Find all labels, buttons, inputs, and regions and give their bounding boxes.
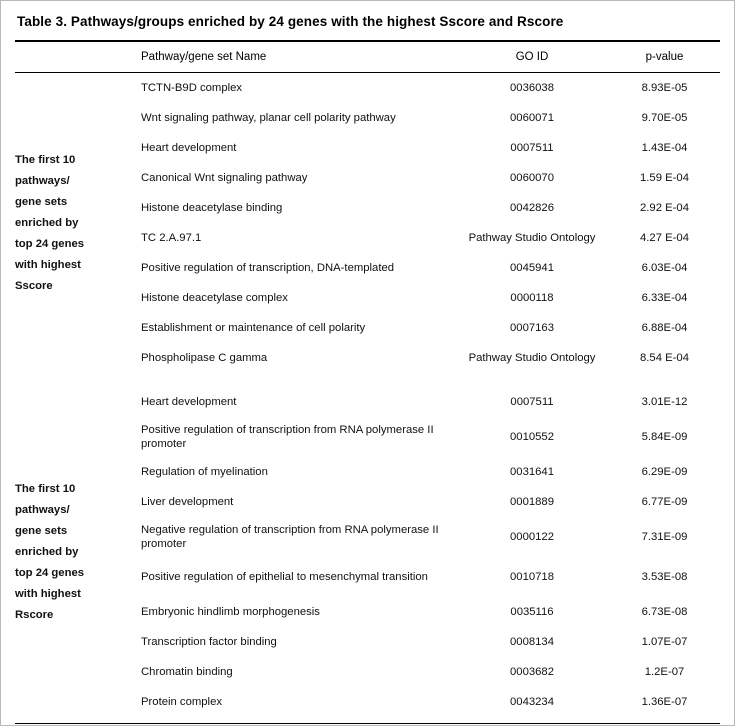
- table-row: [15, 387, 722, 417]
- cell-go-id: 0010552: [510, 431, 554, 443]
- row-group-label-line: with highest: [15, 587, 81, 600]
- table-bottom-rule: [15, 723, 720, 724]
- table-body: [15, 73, 722, 717]
- cell-p-value: 6.03E-04: [641, 262, 688, 274]
- cell-p-value: 1.59 E-04: [640, 172, 689, 184]
- cell-pathway-name: TC 2.A.97.1: [141, 232, 202, 244]
- row-group-label-line: Rscore: [15, 608, 54, 621]
- cell-p-value: 1.43E-04: [641, 142, 688, 154]
- cell-pathway-name: Phospholipase C gamma: [141, 352, 268, 364]
- cell-p-value: 1.07E-07: [641, 636, 688, 648]
- cell-p-value: 6.33E-04: [641, 292, 688, 304]
- spacer-cell: [15, 373, 722, 387]
- table-row: [15, 73, 722, 103]
- cell-go-id: 0000122: [510, 531, 554, 543]
- cell-p-value: 9.70E-05: [641, 112, 688, 124]
- cell-pathway-name: Histone deacetylase binding: [141, 202, 283, 214]
- cell-pathway-name: Embryonic hindlimb morphogenesis: [141, 606, 320, 618]
- cell-go-id: 0060070: [510, 172, 554, 184]
- cell-pathway-name: Chromatin binding: [141, 666, 233, 678]
- column-header-go-id: GO ID: [515, 51, 549, 63]
- cell-pathway-name: Heart development: [141, 142, 237, 154]
- cell-go-id: 0008134: [510, 636, 554, 648]
- cell-p-value: 3.53E-08: [641, 571, 688, 583]
- cell-pathway-name: Histone deacetylase complex: [141, 292, 288, 304]
- row-group-label-line: pathways/: [15, 503, 70, 516]
- cell-go-id: 0000118: [510, 292, 554, 304]
- cell-p-value: 7.31E-09: [641, 531, 688, 543]
- row-group-label: [15, 73, 137, 373]
- cell-pathway-name: Positive regulation of transcription, DNA-templated: [141, 262, 395, 274]
- cell-p-value: 3.01E-12: [641, 396, 688, 408]
- group-spacer-row: [15, 373, 722, 387]
- cell-p-value: 1.36E-07: [641, 696, 688, 708]
- cell-pathway-name: Canonical Wnt signaling pathway: [141, 172, 308, 184]
- cell-go-id: 0036038: [510, 82, 554, 94]
- row-group-label-line: top 24 genes: [15, 566, 85, 579]
- cell-p-value: 8.54 E-04: [640, 352, 689, 364]
- row-group-label-line: gene sets: [15, 195, 68, 208]
- cell-go-id: 0001889: [510, 496, 554, 508]
- row-group-label-line: pathways/: [15, 174, 70, 187]
- cell-p-value: 6.88E-04: [641, 322, 688, 334]
- row-group-label-line: top 24 genes: [15, 237, 85, 250]
- cell-go-id: 0007511: [510, 142, 554, 154]
- cell-p-value: 8.93E-05: [641, 82, 688, 94]
- cell-go-id: 0031641: [510, 466, 554, 478]
- cell-pathway-name: Liver development: [141, 496, 234, 508]
- cell-p-value: 5.84E-09: [641, 431, 688, 443]
- cell-pathway-name: Establishment or maintenance of cell polarity: [141, 322, 366, 334]
- table-caption: Table 3. Pathways/groups enriched by 24 genes with the highest Sscore and Rscore: [17, 14, 564, 29]
- cell-pathway-name: Positive regulation of epithelial to mesenchymal transition: [141, 571, 428, 583]
- cell-go-id: Pathway Studio Ontology: [468, 232, 596, 244]
- cell-p-value: 6.73E-08: [641, 606, 688, 618]
- cell-go-id: 0042826: [510, 202, 554, 214]
- cell-go-id: Pathway Studio Ontology: [468, 352, 596, 364]
- row-group-label-line: The first 10: [15, 482, 76, 495]
- cell-pathway-name: Regulation of myelination: [141, 466, 268, 478]
- cell-pathway-name: Protein complex: [141, 696, 222, 708]
- cell-go-id: 0010718: [510, 571, 554, 583]
- cell-go-id: 0003682: [510, 666, 554, 678]
- cell-pathway-name: TCTN-B9D complex: [141, 82, 243, 94]
- cell-p-value: 6.29E-09: [641, 466, 688, 478]
- cell-pathway-name: Negative regulation of transcription from RNA polymerase II promoter: [141, 524, 439, 550]
- row-group-label-line: The first 10: [15, 153, 76, 166]
- cell-go-id: 0045941: [510, 262, 554, 274]
- column-header-p-value: p-value: [645, 51, 684, 63]
- row-group-label: [15, 387, 137, 717]
- cell-pathway-name: Heart development: [141, 396, 237, 408]
- row-group-label-line: with highest: [15, 258, 81, 271]
- cell-go-id: 0060071: [510, 112, 554, 124]
- cell-go-id: 0035116: [510, 606, 554, 618]
- table-header-row: [15, 42, 722, 72]
- cell-go-id: 0007511: [510, 396, 554, 408]
- cell-go-id: 0043234: [510, 696, 554, 708]
- column-header-name: Pathway/gene set Name: [141, 51, 267, 63]
- cell-go-id: 0007163: [510, 322, 554, 334]
- table-header: [15, 42, 722, 72]
- row-group-label-line: Sscore: [15, 279, 53, 292]
- cell-pathway-name: Transcription factor binding: [141, 636, 277, 648]
- cell-p-value: 1.2E-07: [644, 666, 685, 678]
- row-group-label-line: enriched by: [15, 545, 79, 558]
- cell-p-value: 4.27 E-04: [640, 232, 689, 244]
- cell-p-value: 6.77E-09: [641, 496, 688, 508]
- cell-pathway-name: Wnt signaling pathway, planar cell polarity pathway: [141, 112, 396, 124]
- row-group-label-line: enriched by: [15, 216, 79, 229]
- row-group-label-line: gene sets: [15, 524, 68, 537]
- cell-pathway-name: Positive regulation of transcription from RNA polymerase II promoter: [141, 424, 434, 450]
- cell-p-value: 2.92 E-04: [640, 202, 689, 214]
- column-header-group: [15, 42, 137, 72]
